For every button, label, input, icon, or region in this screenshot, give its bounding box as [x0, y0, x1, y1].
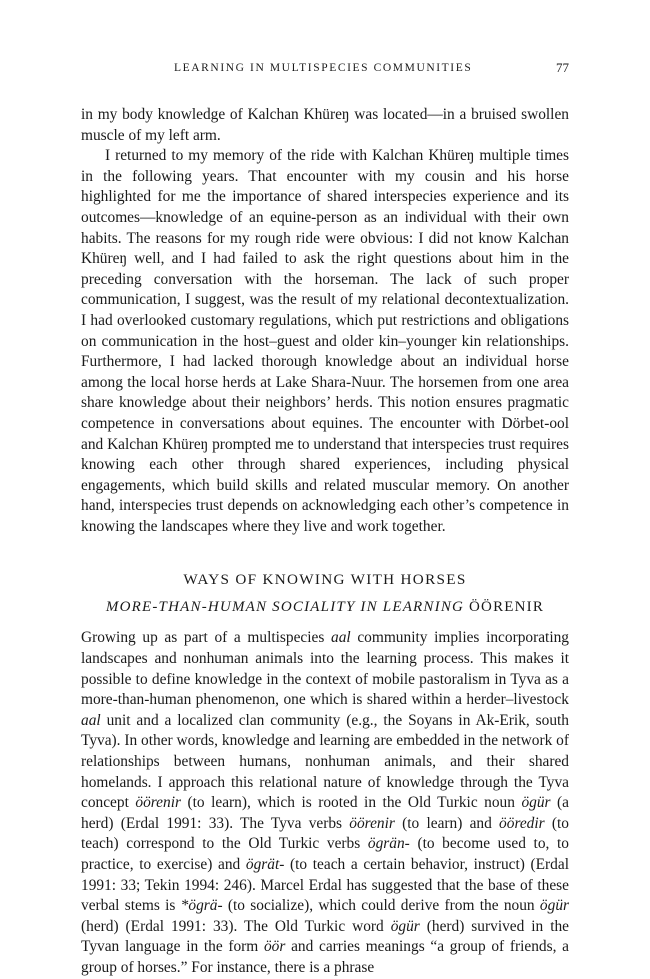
text-run: (herd) (Erdal 1991: 33). The Old Turkic word — [81, 917, 391, 935]
text-run: (herd) survived in the Tyvan language in the form — [81, 917, 570, 956]
text-run: (to teach) correspond to the Old Turkic verbs — [81, 814, 569, 853]
italic-term: ögür — [539, 897, 569, 915]
italic-term: öörenir — [349, 814, 395, 832]
section-heading: WAYS OF KNOWING WITH HORSES — [183, 571, 467, 589]
text-run: (to socialize), which could derive from the noun — [222, 897, 540, 915]
paragraph — [81, 628, 569, 978]
text-run: (to learn) and — [394, 814, 500, 832]
text-run: Growing up as part of a multispecies — [81, 629, 332, 647]
running-title: LEARNING IN MULTISPECIES COMMUNITIES — [174, 62, 473, 74]
section-2-body — [81, 628, 569, 978]
text-run: (a herd) (Erdal 1991: 33). The Tyva verbs — [81, 794, 569, 832]
section-subheading-term: ÖÖRENIR — [464, 599, 545, 616]
page-number: 77 — [556, 60, 569, 75]
italic-term: aal — [331, 629, 351, 647]
book-page — [81, 58, 569, 979]
section-subheading-italic: MORE-THAN-HUMAN SOCIALITY IN LEARNING — [105, 599, 465, 616]
text-run: and carries meanings “a group of friends, a group of horses.” For instance, there is a phrase — [81, 938, 569, 976]
italic-term: ögrän- — [367, 835, 410, 853]
text-run: community implies incorporating landscapes and nonhuman animals into the learning process. This makes it possible to define knowledge in the context of mobile pastoralism in Tyva as a more-than-human phenomenon, one which is shared within a herder–livestock — [81, 629, 569, 709]
italic-term: öörenir — [135, 794, 181, 812]
italic-term: ögrät- — [245, 856, 285, 873]
italic-term: ööredir — [499, 814, 545, 832]
italic-term: öör — [263, 938, 286, 956]
section-1-body — [81, 105, 569, 537]
text-run: in my body knowledge of Kalchan Khüreŋ was located—in a bruised swollen muscle of my left arm. — [81, 106, 569, 144]
text-run: I returned to my memory of the ride with Kalchan Khüreŋ multiple times in the following years. That encounter with my cousin and his horse highlighted for me the importance of shared interspecies experience and its outcomes—knowledge of an equine-person as an individual with their own habits. The reasons for my rough ride were obvious: I did not know Kalchan Khüreŋ well, and I had failed to ask the right questions about him in the preceding conversation with the horseman. The lack of such proper communication, I suggest, was the result of my relational decontextualization. I had overlooked customary regulations, which put restrictions and obligations on communication in the host–guest and older kin–younger kin relationships. Furthermore, I had lacked thorough knowledge about an individual horse among the local horse herds at Lake Shara-Nuur. The horsemen from one area share knowledge about their neighbors’ herds. This notion ensures pragmatic competence in conversations about equines. The encounter with Dörbet-ool and Kalchan Khüreŋ prompted me to understand that interspecies trust requires knowing each other through shared experiences, including physical engagements, which build skills and related muscular memory. On another hand, interspecies trust depends on acknowledging each other’s competence in knowing the landscapes where they live and work together. — [81, 147, 569, 535]
paragraph — [81, 105, 569, 146]
italic-term: aal — [81, 711, 101, 729]
text-run: (to teach a certain behavior, instruct) (Erdal 1991: 33; Tekin 1994: 246). Marcel Erdal has suggested that the base of these verbal stems is — [81, 856, 569, 915]
text-run: unit and a localized clan community (e.g., the Soyans in Ak-Erik, south Tyva). In other words, knowledge and learning are embedded in the network of relationships between humans, nonhuman animals, and their shared homelands. I approach this relational nature of knowledge through the Tyva concept — [81, 711, 569, 812]
italic-term: ögür — [521, 794, 551, 812]
italic-term: ögür — [390, 917, 420, 935]
italic-term: *ögrä- — [180, 897, 223, 915]
text-run: (to become used to, to practice, to exercise) and — [81, 835, 569, 873]
paragraph — [81, 146, 569, 537]
section-subheading — [81, 599, 569, 616]
running-head — [81, 58, 569, 78]
text-run: (to learn), which is rooted in the Old Turkic noun — [180, 794, 522, 812]
